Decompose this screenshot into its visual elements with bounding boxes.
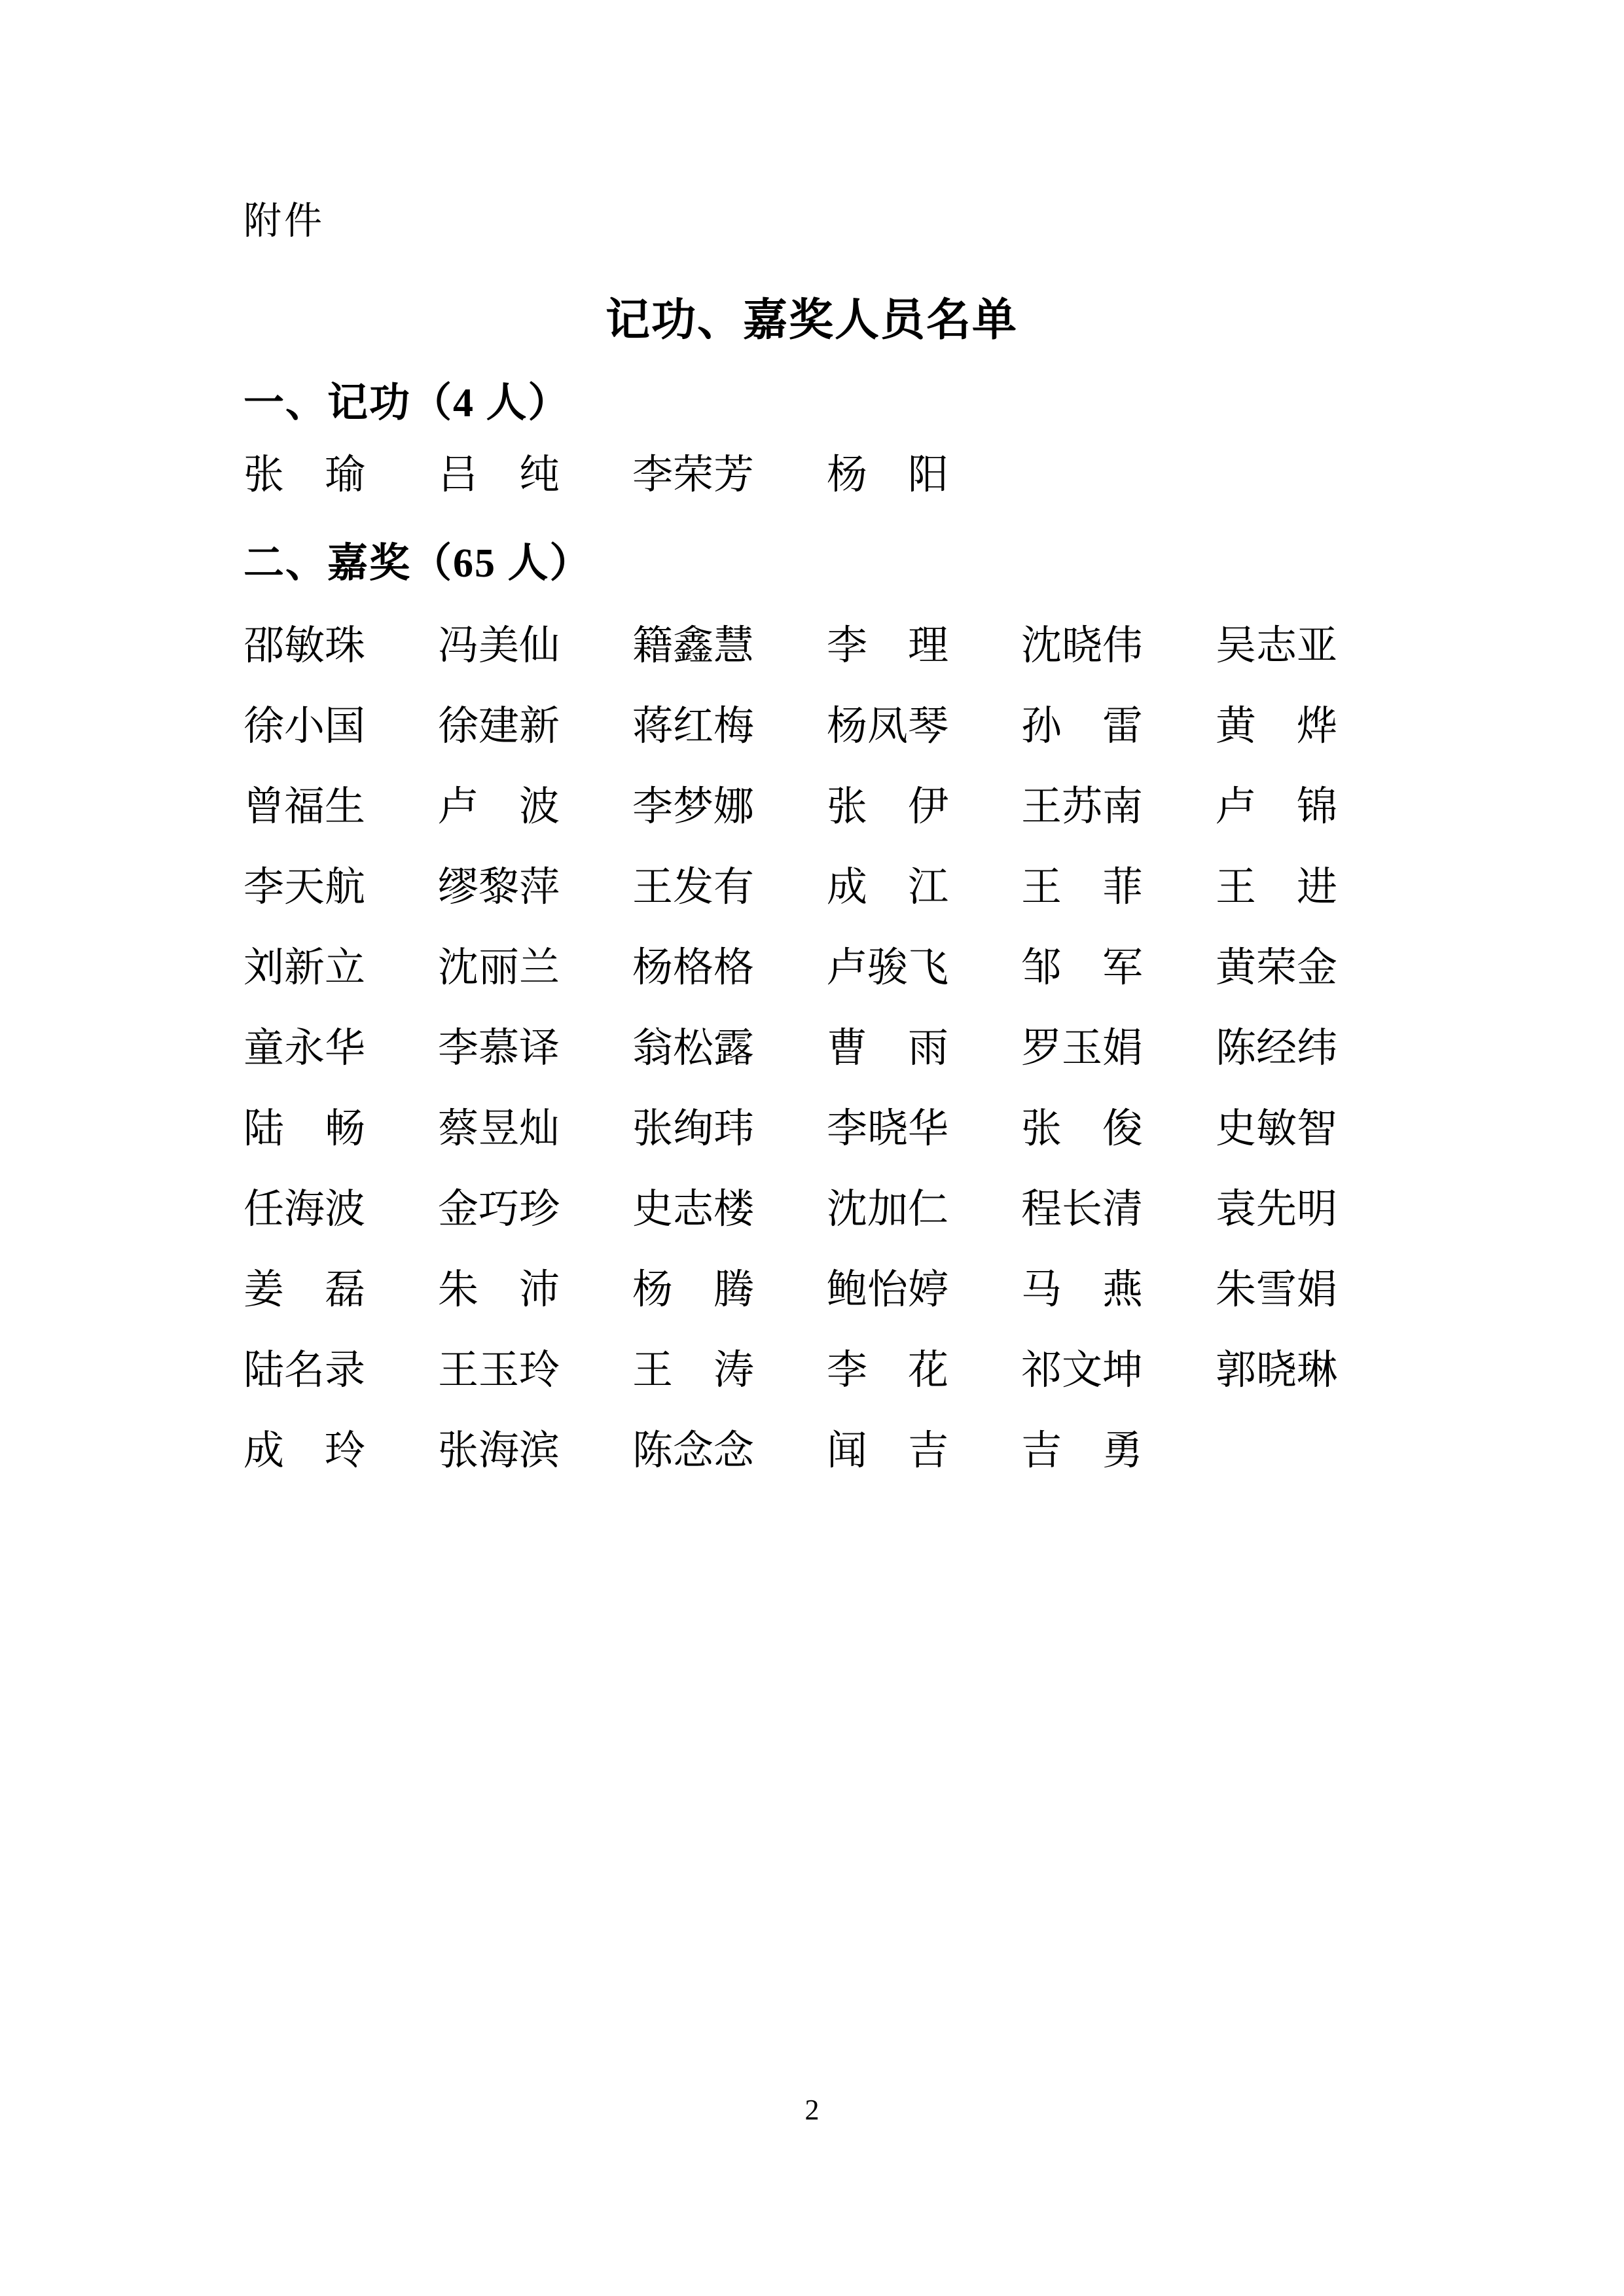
person-name: 张海滨 bbox=[438, 1428, 560, 1473]
page-title: 记功、嘉奖人员名单 bbox=[605, 295, 1018, 345]
person-name: 李天航 bbox=[244, 865, 366, 910]
person-name: 李 理 bbox=[827, 623, 949, 668]
person-name: 张 俊 bbox=[1021, 1106, 1144, 1151]
person-name: 祁文坤 bbox=[1021, 1348, 1144, 1393]
person-name: 陈经纬 bbox=[1216, 1026, 1338, 1071]
person-name: 孙 雷 bbox=[1021, 704, 1144, 749]
person-name: 黄荣金 bbox=[1216, 945, 1338, 990]
person-name: 杨 阳 bbox=[827, 452, 949, 497]
person-name: 蔡昱灿 bbox=[438, 1106, 560, 1151]
person-name: 张 瑜 bbox=[244, 452, 366, 497]
person-name: 缪黎萍 bbox=[438, 865, 560, 910]
person-name: 史敏智 bbox=[1216, 1106, 1338, 1151]
page-number: 2 bbox=[804, 2094, 820, 2126]
person-name: 王 菲 bbox=[1021, 865, 1144, 910]
person-name: 金巧珍 bbox=[438, 1187, 560, 1232]
person-name: 罗玉娟 bbox=[1021, 1026, 1144, 1071]
person-name: 张 伊 bbox=[827, 784, 949, 829]
person-name: 张绚玮 bbox=[632, 1106, 755, 1151]
person-name: 任海波 bbox=[244, 1187, 366, 1232]
person-name: 沈加仁 bbox=[827, 1187, 949, 1232]
person-name: 曾福生 bbox=[244, 784, 366, 829]
person-name: 卢 波 bbox=[438, 784, 560, 829]
person-name: 王玉玲 bbox=[438, 1348, 560, 1393]
person-name: 翁松露 bbox=[632, 1026, 755, 1071]
person-name: 杨格格 bbox=[632, 945, 755, 990]
person-name: 卢骏飞 bbox=[827, 945, 949, 990]
person-name: 籍鑫慧 bbox=[632, 623, 755, 668]
person-name: 李晓华 bbox=[827, 1106, 949, 1151]
person-name: 朱 沛 bbox=[438, 1267, 560, 1312]
person-name: 徐建新 bbox=[438, 704, 560, 749]
section-heading-jiajiang: 二、嘉奖（65 人） bbox=[244, 541, 592, 586]
person-name: 杨凤琴 bbox=[827, 704, 949, 749]
person-name: 徐小国 bbox=[244, 704, 366, 749]
person-name: 蒋红梅 bbox=[632, 704, 755, 749]
person-name: 王 进 bbox=[1216, 865, 1338, 910]
person-name: 史志楼 bbox=[632, 1187, 755, 1232]
attachment-label: 附件 bbox=[244, 200, 325, 242]
person-name: 曹 雨 bbox=[827, 1026, 949, 1071]
person-name: 吴志亚 bbox=[1216, 623, 1338, 668]
person-name: 闻 吉 bbox=[827, 1428, 949, 1473]
person-name: 郭晓琳 bbox=[1216, 1348, 1338, 1393]
section-heading-jigong: 一、记功（4 人） bbox=[244, 381, 570, 425]
person-name: 陆名录 bbox=[244, 1348, 366, 1393]
person-name: 李荣芳 bbox=[632, 452, 755, 497]
person-name: 程长清 bbox=[1021, 1187, 1144, 1232]
person-name: 鲍怡婷 bbox=[827, 1267, 949, 1312]
person-name: 李 花 bbox=[827, 1348, 949, 1393]
person-name: 成 江 bbox=[827, 865, 949, 910]
person-name: 李慕译 bbox=[438, 1026, 560, 1071]
person-name: 杨 腾 bbox=[632, 1267, 755, 1312]
person-name: 卢 锦 bbox=[1216, 784, 1338, 829]
person-name: 邵敏珠 bbox=[244, 623, 366, 668]
person-name: 李梦娜 bbox=[632, 784, 755, 829]
person-name: 陈念念 bbox=[632, 1428, 755, 1473]
person-name: 童永华 bbox=[244, 1026, 366, 1071]
person-name: 吕 纯 bbox=[438, 452, 560, 497]
jiajiang-name-list bbox=[244, 605, 1380, 1491]
person-name: 邹 军 bbox=[1021, 945, 1144, 990]
person-name: 陆 畅 bbox=[244, 1106, 366, 1151]
person-name: 沈丽兰 bbox=[438, 945, 560, 990]
jigong-name-list bbox=[244, 435, 1380, 515]
person-name: 黄 烨 bbox=[1216, 704, 1338, 749]
person-name: 袁先明 bbox=[1216, 1187, 1338, 1232]
person-name: 马 燕 bbox=[1021, 1267, 1144, 1312]
person-name: 王发有 bbox=[632, 865, 755, 910]
person-name: 王苏南 bbox=[1021, 784, 1144, 829]
person-name: 沈晓伟 bbox=[1021, 623, 1144, 668]
document-content bbox=[244, 195, 1380, 1491]
person-name: 刘新立 bbox=[244, 945, 366, 990]
person-name: 王 涛 bbox=[632, 1348, 755, 1393]
person-name: 朱雪娟 bbox=[1216, 1267, 1338, 1312]
person-name: 姜 磊 bbox=[244, 1267, 366, 1312]
person-name: 吉 勇 bbox=[1021, 1428, 1144, 1473]
person-name: 成 玲 bbox=[244, 1428, 366, 1473]
person-name: 冯美仙 bbox=[438, 623, 560, 668]
